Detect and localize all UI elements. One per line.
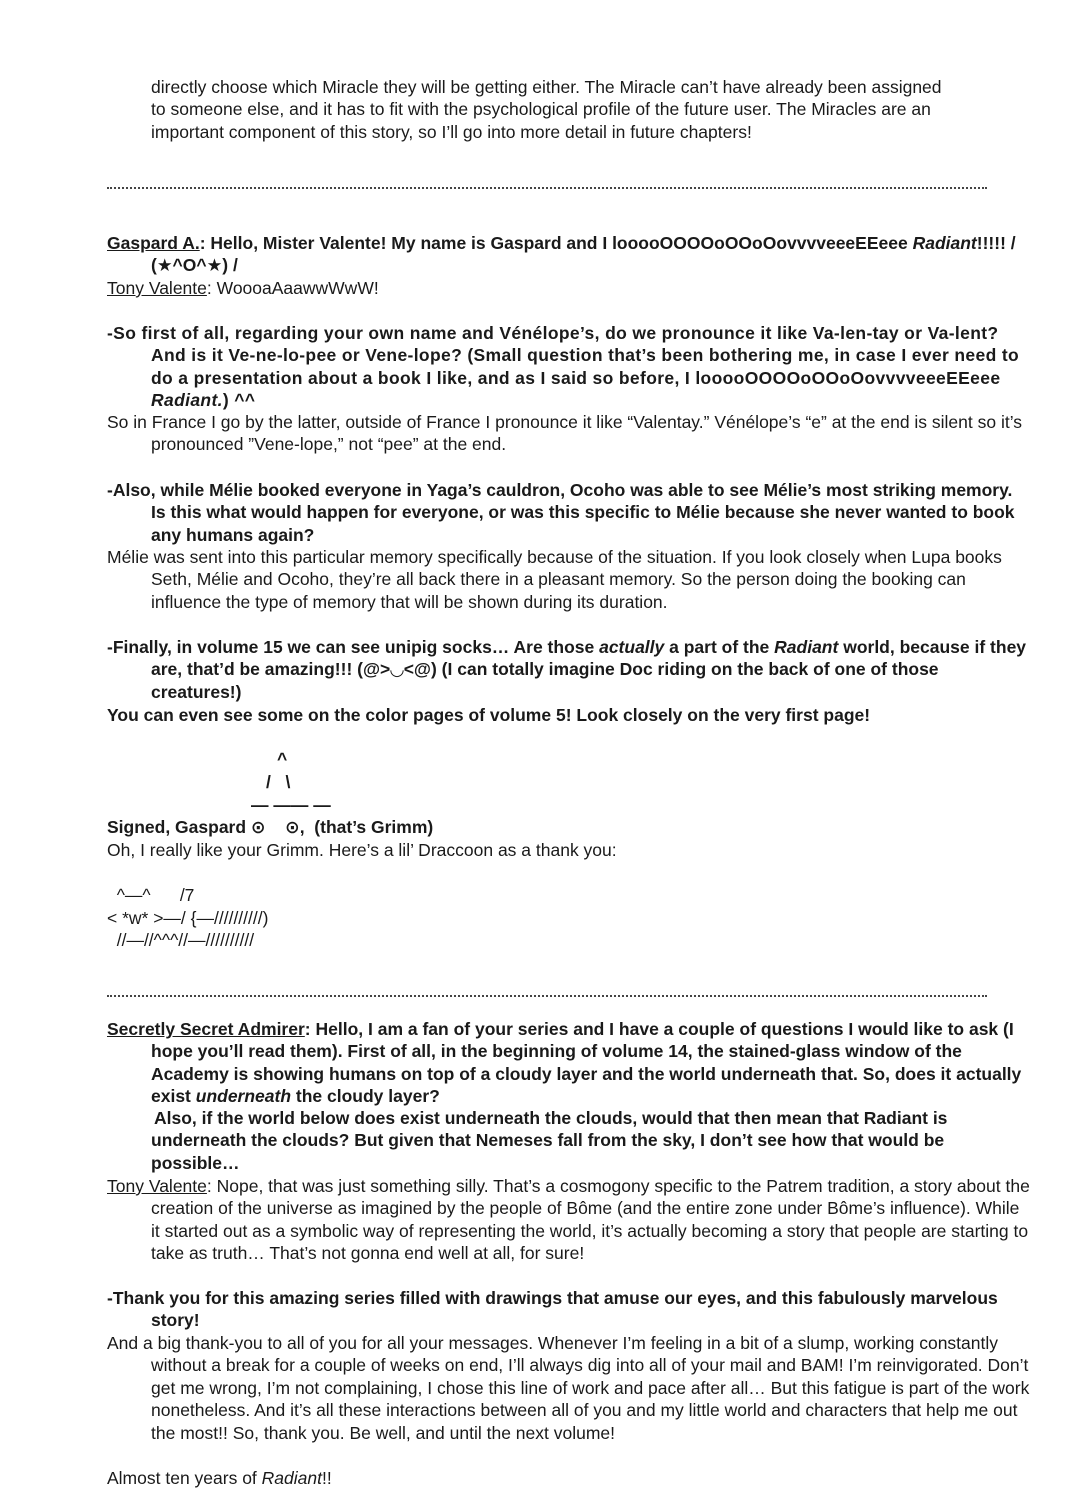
question-text: Also, if the world below does exist underneath the clouds, would that then mean that Radiant is underneath the clouds? But given that Nemeses fall from the sky, I don’t see how that would be possible… bbox=[151, 1108, 948, 1173]
question-thank-you: -Thank you for this amazing series filled with drawings that amuse our eyes, and this fabulously marvelous story! bbox=[107, 1288, 998, 1331]
reader-name: Gaspard A. bbox=[107, 233, 200, 253]
dotted-separator bbox=[107, 995, 987, 997]
question-text: -Finally, in volume 15 we can see unipig socks… Are those bbox=[107, 637, 600, 657]
grimm-art-line: ^ bbox=[277, 749, 288, 769]
draccoon-art-line: ^—^ /7 bbox=[107, 885, 195, 905]
question-memory: -Also, while Mélie booked everyone in Yaga’s cauldron, Ocoho was able to see Mélie’s most striking memory. Is this what would happen for everyone, or was this specific to Mélie because she never wanted to book any humans again? bbox=[107, 480, 1015, 545]
greeting-text: : Hello, Mister Valente! My name is Gaspard and I looooOOOOoOOoOovvvveeeEEeee bbox=[199, 233, 913, 253]
question-text: -So first of all, regarding your own name and Vénélope’s, do we pronounce it like Va-len-tay or Va-lent? And is it Ve-ne-lo-pee or Vene-lope? (Small question that’s been bothering me, in case I ever need to do a presentation about a book I like, and as I said so before, I looooOOOOoOOoOovvvveeeEEeee bbox=[107, 323, 1020, 388]
intro-paragraph bbox=[107, 76, 1031, 143]
intro-line: directly choose which Miracle they will be getting either. The Miracle can’t have already been assigned bbox=[151, 77, 942, 97]
dotted-separator bbox=[107, 187, 987, 189]
closing-line bbox=[107, 1467, 987, 1489]
series-title: Radiant bbox=[261, 1468, 322, 1488]
answer-pronunciation: So in France I go by the latter, outside of France I pronounce it like “Valentay.” Vénélope’s “e” at the end is silent so it’s pronounced ”Vene-lope,” not “pee” at the end. bbox=[107, 412, 1023, 455]
author-name: Tony Valente bbox=[107, 1176, 207, 1196]
answer-thank-you: And a big thank-you to all of you for all your messages. Whenever I’m feeling in a bit of a slump, working constantly without a break for a couple of weeks on end, I’ll always dig into all of your mail and BAM! I’m reinvigorated. Don’t get me wrong, I’m not complaining, I chose this line of work and pace after all… But this fatigue is part of the work nonetheless. And it’s all these interactions between all of you and my little world and characters that help me out the most!! So, thank you. Be well, and until the next volume! bbox=[107, 1333, 1030, 1443]
admirer-question-continued bbox=[107, 1107, 987, 1174]
author-name: Tony Valente bbox=[107, 278, 207, 298]
reply-text: : WoooaAaawwWwW! bbox=[206, 278, 379, 298]
tony-answer-cosmogony bbox=[107, 1175, 1031, 1265]
question-text: : Hello, I am a fan of your series and I have a couple of questions I would like to ask (I hope you’ll read them). First of all, in the beginning of volume 14, the stained-glass window of the Academy is showing humans on top of a cloudy layer and the world underneath that. So, does it actually exist bbox=[151, 1019, 1022, 1107]
emphasis-text: underneath bbox=[195, 1086, 292, 1107]
tony-reply bbox=[107, 277, 987, 299]
question-text-end: ) ^^ bbox=[222, 390, 256, 411]
emphasis-text: actually bbox=[599, 637, 665, 657]
admirer-question bbox=[107, 1018, 1031, 1108]
intro-line: to someone else, and it has to fit with the psychological profile of the future user. The Miracles are an bbox=[151, 99, 931, 120]
draccoon-art-line: //—//^^^//—////////// bbox=[107, 930, 255, 950]
closing-text: Almost ten years of bbox=[107, 1468, 262, 1488]
question-text-end: world, because if they are, that’d be amazing!!! (@>◡<@) (I can totally imagine Doc riding on the back of one of those creatures!) bbox=[151, 637, 1027, 702]
question-unipig bbox=[107, 636, 1031, 703]
draccoon-art-line: < *w* >—/ {—//////////) bbox=[107, 908, 269, 928]
answer-memory: Mélie was sent into this particular memory specifically because of the situation. If you look closely when Lupa books Seth, Mélie and Ocoho, they’re all back there in a pleasant memory. So the person doing the booking can influence the type of memory that will be shown during its duration. bbox=[107, 547, 1002, 612]
series-title: Radiant bbox=[912, 233, 977, 253]
grimm-art-line: — —— — bbox=[251, 795, 331, 815]
series-title: Radiant. bbox=[151, 390, 223, 411]
answer-text: : Nope, that was just something silly. That’s a cosmogony specific to the Patrem tradition, a story about the creation of the universe as imagined by the people of Bôme (and the entire zone under Bôme’s influence). While it started out as a symbolic way of representing the world, it’s actually becoming a story that people are starting to take as truth… That’s not gonna end well at all, for sure! bbox=[151, 1176, 1030, 1264]
greeting-text-end: !!!!! / (★^O^★) / bbox=[151, 233, 1016, 276]
thank-you-line: Oh, I really like your Grimm. Here’s a lil’ Draccoon as a thank you: bbox=[107, 840, 617, 860]
series-title: Radiant bbox=[774, 637, 839, 657]
grimm-art-line: / \ bbox=[266, 772, 291, 792]
intro-line: important component of this story, so I’ll go into more detail in future chapters! bbox=[151, 121, 752, 142]
question-pronunciation bbox=[107, 322, 1031, 412]
signature-line: Signed, Gaspard ⊙ ⊙, (that’s Grimm) bbox=[107, 817, 434, 837]
answer-unipig: You can even see some on the color pages of volume 5! Look closely on the very first page! bbox=[107, 705, 871, 725]
gaspard-greeting bbox=[107, 232, 1031, 277]
question-text: a part of the bbox=[664, 637, 775, 657]
closing-text-end: !! bbox=[321, 1468, 332, 1488]
reader-name: Secretly Secret Admirer bbox=[107, 1019, 305, 1039]
question-text-end: the cloudy layer? bbox=[291, 1086, 440, 1107]
